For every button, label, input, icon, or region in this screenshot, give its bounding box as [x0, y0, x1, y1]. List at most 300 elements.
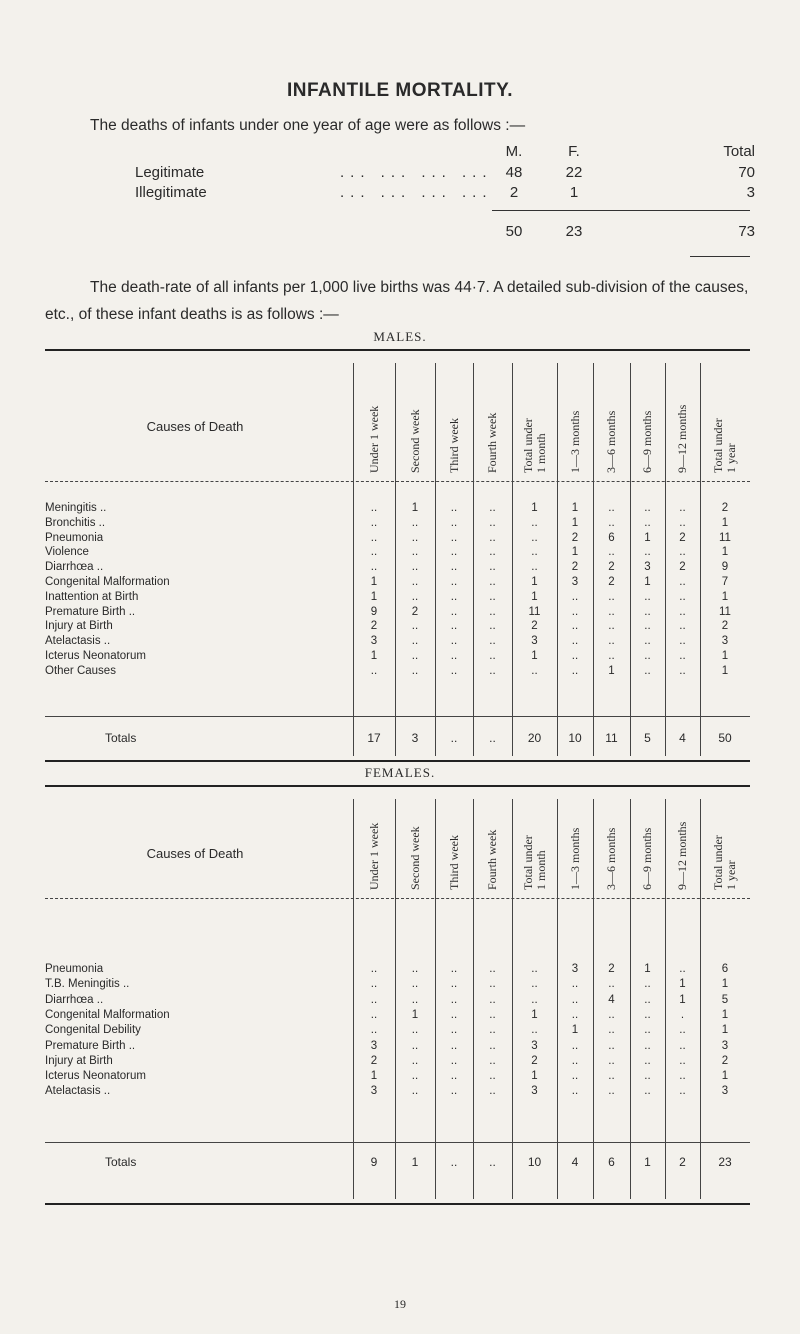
summary-row-legitimate: [135, 164, 755, 184]
column-header: Total under 1 year: [711, 835, 738, 890]
table-cell: ..: [450, 978, 458, 991]
table-cell: ..: [450, 576, 458, 588]
table-cell: 2: [721, 1054, 729, 1067]
table-cell: 1: [721, 1024, 729, 1037]
table-cell: ..: [489, 546, 496, 559]
summary-header-f: F.: [568, 143, 580, 160]
table-cell: ..: [679, 1054, 686, 1067]
table-cell: ..: [571, 993, 579, 1006]
table-cell: ..: [644, 650, 651, 662]
table-bottom-rule: [45, 760, 750, 762]
table-cell: 1: [721, 650, 729, 662]
table-cell: ..: [608, 605, 615, 618]
table-cell: ..: [679, 516, 686, 529]
table-cell: ..: [644, 1024, 651, 1037]
column-header: Total under 1 month: [520, 418, 548, 473]
table-cell: ..: [489, 605, 496, 618]
table-cell: ..: [644, 605, 651, 618]
table-cell: ..: [370, 664, 378, 677]
summary-header: [135, 143, 755, 163]
cause-label: Bronchitis ..: [45, 516, 106, 529]
column-header: 6—9 months: [640, 827, 654, 890]
table-cell: ..: [450, 1024, 458, 1037]
table-cell: ..: [571, 635, 579, 648]
table-cell: ..: [411, 1070, 419, 1083]
table-cell: 1: [531, 1070, 538, 1083]
column-header: Under 1 week: [366, 405, 381, 473]
totals-cell: 1: [411, 1155, 419, 1169]
cause-label: Injury at Birth: [45, 1054, 113, 1067]
table-cell: ..: [450, 1054, 458, 1067]
table-cell: ..: [571, 650, 579, 662]
table-row: [45, 502, 750, 516]
table-cell: 7: [721, 576, 729, 588]
table-cell: 3: [721, 1039, 729, 1052]
table-cell: 1: [531, 576, 538, 588]
table-cell: ..: [411, 531, 419, 544]
table-cell: ..: [644, 635, 651, 648]
table-cell: 2: [571, 561, 579, 574]
column-header: 3—6 months: [604, 410, 618, 473]
table-cell: ..: [450, 963, 458, 975]
table-cell: ..: [411, 546, 419, 559]
table-cell: ..: [450, 531, 458, 544]
totals-cell: 3: [411, 731, 419, 745]
table-cell: 1: [644, 576, 651, 588]
summary-total-f: 23: [565, 223, 583, 240]
table-cell: 2: [370, 1054, 378, 1067]
table-cell: 1: [370, 650, 378, 662]
intro-text: The deaths of infants under one year of age were as follows :—: [90, 117, 526, 134]
table-cell: 1: [721, 664, 729, 677]
table-cell: ..: [489, 993, 496, 1006]
summary-m: 48: [505, 164, 523, 181]
table-row: [45, 1009, 750, 1023]
table-row: [45, 635, 750, 649]
cause-label: Pneumonia: [45, 531, 104, 544]
summary-f: 1: [569, 184, 579, 201]
table-row: [45, 994, 750, 1008]
table-cell: 2: [721, 502, 729, 514]
table-cell: 3: [370, 1039, 378, 1052]
summary-f: 22: [565, 164, 583, 181]
table-cell: 3: [721, 635, 729, 648]
table-cell: ..: [644, 620, 651, 633]
table-cell: ..: [450, 664, 458, 677]
table-cell: ..: [450, 502, 458, 514]
table-cell: ..: [679, 590, 686, 603]
table-row: [45, 546, 750, 560]
table-cell: 1: [531, 590, 538, 603]
table-cell: ..: [531, 531, 538, 544]
table-cell: ..: [450, 546, 458, 559]
totals-cell: ..: [450, 731, 458, 745]
table-cell: 2: [411, 605, 419, 618]
table-cell: 1: [644, 531, 651, 544]
table-cell: ..: [489, 576, 496, 588]
table-cell: 3: [370, 635, 378, 648]
table-row: [45, 1024, 750, 1038]
column-header: Total under 1 month: [520, 835, 548, 890]
table-bottom-rule: [45, 1203, 750, 1205]
table-cell: ..: [644, 502, 651, 514]
cause-label: Diarrhœa ..: [45, 993, 104, 1006]
table-cell: ..: [450, 1039, 458, 1052]
cause-label: Icterus Neonatorum: [45, 1070, 146, 1083]
summary-dots: ... ... ... ...: [340, 164, 493, 181]
table-row: [45, 963, 750, 977]
table-cell: ..: [608, 978, 615, 991]
table-cell: 9: [370, 605, 378, 618]
table-cell: ..: [571, 1054, 579, 1067]
table-cell: ..: [679, 502, 686, 514]
table-cell: ..: [450, 620, 458, 633]
table-cell: ..: [370, 502, 378, 514]
table-cell: ..: [608, 1008, 615, 1021]
totals-row: [45, 1155, 750, 1169]
header-separator: [45, 898, 750, 899]
table-cell: ..: [679, 605, 686, 618]
cause-label: Meningitis ..: [45, 502, 107, 514]
cause-label: Inattention at Birth: [45, 590, 139, 603]
table-cell: ..: [644, 516, 651, 529]
table-cell: ..: [411, 1054, 419, 1067]
table-cell: ..: [531, 516, 538, 529]
table-cell: ..: [370, 531, 378, 544]
table-cell: 11: [719, 531, 731, 544]
cause-label: Icterus Neonatorum: [45, 650, 146, 662]
table-cell: 2: [531, 1054, 538, 1067]
table-cell: ..: [411, 1024, 419, 1037]
table-cell: ..: [489, 531, 496, 544]
table-cell: 1: [571, 502, 579, 514]
table-cell: ..: [679, 1024, 686, 1037]
column-header: 9—12 months: [675, 404, 689, 473]
totals-cell: 4: [571, 1155, 579, 1169]
table-cell: ..: [370, 993, 378, 1006]
table-cell: ..: [489, 1024, 496, 1037]
table-cell: ..: [608, 650, 615, 662]
table-top-rule: [45, 785, 750, 787]
summary-label: Illegitimate: [135, 184, 207, 201]
table-row: [45, 606, 750, 620]
table-cell: ..: [489, 963, 496, 975]
table-cell: 11: [528, 605, 541, 618]
table-cell: 1: [608, 664, 615, 677]
totals-cell: 5: [644, 731, 651, 745]
table-cell: ..: [571, 1008, 579, 1021]
column-header: 6—9 months: [640, 410, 654, 473]
table-cell: ..: [571, 664, 579, 677]
table-cell: ..: [531, 546, 538, 559]
table-cell: ..: [531, 963, 538, 975]
table-cell: 2: [679, 561, 686, 574]
table-cell: ..: [644, 590, 651, 603]
table-cell: ..: [679, 620, 686, 633]
table-cell: ..: [411, 590, 419, 603]
table-cell: 1: [370, 576, 378, 588]
table-cell: 2: [571, 531, 579, 544]
table-cell: 1: [721, 1070, 729, 1083]
table-cell: ..: [571, 1085, 579, 1098]
table-cell: ..: [608, 516, 615, 529]
cause-label: Injury at Birth: [45, 620, 113, 633]
table-cell: ..: [370, 963, 378, 975]
column-header: 1—3 months: [567, 827, 582, 890]
table-cell: ..: [679, 546, 686, 559]
table-row: [45, 1070, 750, 1084]
table-cell: 1: [571, 546, 579, 559]
totals-label: Totals: [105, 1155, 137, 1169]
table-cell: ..: [489, 502, 496, 514]
table-row: [45, 978, 750, 992]
table-cell: ..: [679, 664, 686, 677]
totals-cell: ..: [489, 731, 496, 745]
table-cell: ..: [571, 1070, 579, 1083]
totals-label: Totals: [105, 731, 137, 745]
table-cell: ..: [644, 993, 651, 1006]
table-row: [45, 665, 750, 679]
table-row: [45, 532, 750, 546]
totals-separator: [45, 716, 750, 717]
totals-cell: ..: [489, 1155, 496, 1169]
table-cell: ..: [644, 1039, 651, 1052]
table-cell: 3: [531, 1039, 538, 1052]
table-cell: ..: [450, 605, 458, 618]
table-cell: ..: [644, 1054, 651, 1067]
table-row: [45, 517, 750, 531]
table-cell: 2: [679, 531, 686, 544]
table-cell: ..: [370, 1024, 378, 1037]
table-cell: 3: [531, 635, 538, 648]
column-header: Fourth week: [485, 412, 499, 473]
summary-header-m: M.: [505, 143, 523, 160]
summary-header-total: Total: [723, 143, 755, 160]
table-cell: ..: [608, 1039, 615, 1052]
header-separator: [45, 481, 750, 482]
table-cell: ..: [370, 516, 378, 529]
column-header: Fourth week: [485, 829, 499, 890]
table-cell: ..: [679, 635, 686, 648]
table-cell: 3: [571, 576, 579, 588]
cause-label: Other Causes: [45, 664, 116, 677]
summary-rule: [492, 210, 750, 211]
table-cell: ..: [411, 664, 419, 677]
table-cell: ..: [531, 664, 538, 677]
table-cell: 1: [370, 1070, 378, 1083]
table-cell: ..: [571, 620, 579, 633]
table-cell: ..: [489, 650, 496, 662]
table-cell: ..: [489, 590, 496, 603]
table-cell: ..: [608, 1085, 615, 1098]
table-cell: ..: [489, 664, 496, 677]
table-cell: ..: [411, 978, 419, 991]
column-header: 3—6 months: [604, 827, 618, 890]
totals-cell: 2: [679, 1155, 686, 1169]
table-cell: 2: [721, 620, 729, 633]
summary-total-m: 50: [505, 223, 523, 240]
summary-total: 70: [738, 164, 755, 181]
females-table: [45, 785, 750, 1205]
table-cell: ..: [489, 1085, 496, 1098]
table-cell: ..: [411, 561, 419, 574]
table-cell: ..: [644, 1008, 651, 1021]
table-cell: ..: [411, 1085, 419, 1098]
table-cell: ..: [489, 1008, 496, 1021]
table-cell: 11: [719, 605, 731, 618]
table-cell: 1: [644, 963, 651, 975]
table-cell: ..: [608, 635, 615, 648]
cause-of-death-header: Causes of Death: [146, 419, 244, 434]
table-cell: 1: [571, 1024, 579, 1037]
table-row: [45, 650, 750, 664]
cause-label: Atelactasis ..: [45, 1085, 111, 1098]
table-cell: 5: [721, 993, 729, 1006]
cause-label: Premature Birth ..: [45, 1039, 136, 1052]
table-cell: ..: [679, 1039, 686, 1052]
table-cell: 1: [679, 993, 686, 1006]
totals-cell: ..: [450, 1155, 458, 1169]
table-cell: 2: [608, 576, 615, 588]
table-cell: ..: [679, 650, 686, 662]
cause-label: Diarrhœa ..: [45, 561, 104, 574]
table-cell: 1: [721, 516, 729, 529]
totals-cell: 23: [718, 1155, 732, 1169]
table-cell: 1: [721, 590, 729, 603]
males-table: [45, 349, 750, 762]
cause-label: Pneumonia: [45, 963, 104, 975]
totals-cell: 50: [718, 731, 732, 745]
table-cell: ..: [531, 993, 538, 1006]
table-row: [45, 1085, 750, 1099]
table-cell: 1: [571, 516, 579, 529]
totals-cell: 6: [608, 1155, 615, 1169]
table-cell: 9: [721, 561, 729, 574]
table-cell: ..: [411, 650, 419, 662]
intro-detail-text: The death-rate of all infants per 1,000 live births was 44·7. A detailed sub-division of the causes, etc., of these infant deaths is as follows :—: [45, 279, 749, 323]
table-cell: 6: [721, 963, 729, 975]
table-cell: ..: [411, 516, 419, 529]
table-cell: 1: [721, 546, 729, 559]
table-cell: ..: [608, 502, 615, 514]
column-header: Third week: [446, 418, 461, 473]
table-cell: ..: [489, 516, 496, 529]
table-cell: ..: [489, 561, 496, 574]
column-header: Second week: [407, 826, 422, 890]
table-cell: 2: [531, 620, 538, 633]
cause-label: Violence: [45, 546, 89, 559]
table-cell: ..: [571, 978, 579, 991]
table-cell: ..: [370, 561, 378, 574]
table-cell: ..: [489, 1054, 496, 1067]
totals-cell: 9: [370, 1155, 378, 1169]
table-cell: 6: [608, 531, 615, 544]
table-cell: ..: [370, 978, 378, 991]
table-cell: ..: [450, 1070, 458, 1083]
table-cell: ..: [608, 620, 615, 633]
table-cell: ..: [571, 1039, 579, 1052]
table-cell: ..: [608, 1024, 615, 1037]
table-cell: 2: [608, 963, 615, 975]
cause-label: T.B. Meningitis ..: [45, 978, 130, 991]
table-cell: 3: [571, 963, 579, 975]
table-cell: ..: [450, 635, 458, 648]
table-cell: 1: [531, 1008, 538, 1021]
summary-totals: [135, 223, 755, 243]
table-row: [45, 591, 750, 605]
table-cell: ..: [608, 1070, 615, 1083]
table-cell: ..: [679, 1070, 686, 1083]
column-header: 9—12 months: [675, 821, 689, 890]
table-cell: ..: [489, 1039, 496, 1052]
table-cell: 1: [679, 978, 686, 991]
table-top-rule: [45, 349, 750, 351]
table-row: [45, 1040, 750, 1054]
females-title: FEMALES.: [364, 765, 436, 780]
table-cell: ..: [489, 635, 496, 648]
cause-label: Congenital Malformation: [45, 1008, 170, 1021]
table-cell: 1: [411, 502, 419, 514]
table-cell: ..: [370, 1008, 378, 1021]
table-cell: 2: [370, 620, 378, 633]
table-cell: ..: [644, 546, 651, 559]
totals-cell: 10: [527, 1155, 542, 1169]
table-cell: ..: [450, 1085, 458, 1098]
totals-cell: 10: [568, 731, 582, 745]
table-cell: ..: [411, 576, 419, 588]
table-cell: ..: [489, 1070, 496, 1083]
table-cell: ..: [571, 590, 579, 603]
summary-total-total: 73: [738, 223, 755, 240]
males-title: MALES.: [373, 329, 427, 344]
table-cell: 1: [721, 978, 729, 991]
table-cell: ..: [608, 590, 615, 603]
table-cell: ..: [679, 963, 686, 975]
table-cell: ..: [489, 978, 496, 991]
summary-bottom-rule: [690, 256, 750, 257]
table-cell: ..: [644, 1085, 651, 1098]
summary-row-illegitimate: [135, 184, 755, 204]
table-cell: ..: [644, 664, 651, 677]
table-cell: 3: [370, 1085, 378, 1098]
table-cell: ..: [450, 1008, 458, 1021]
table-cell: ..: [571, 605, 579, 618]
table-cell: ..: [411, 1039, 419, 1052]
table-cell: ..: [644, 978, 651, 991]
table-cell: ..: [608, 1054, 615, 1067]
table-cell: 1: [411, 1008, 419, 1021]
page-number: 19: [394, 1297, 406, 1311]
table-cell: ..: [679, 1085, 686, 1098]
table-cell: ..: [608, 546, 615, 559]
table-cell: ..: [411, 635, 419, 648]
cause-label: Atelactasis ..: [45, 635, 111, 648]
cause-label: Congenital Malformation: [45, 576, 170, 588]
table-cell: 1: [721, 1008, 729, 1021]
table-cell: ..: [531, 978, 538, 991]
column-header: Third week: [446, 835, 461, 890]
totals-cell: 11: [605, 731, 618, 745]
table-cell: 3: [531, 1085, 538, 1098]
table-cell: ..: [450, 590, 458, 603]
cause-of-death-header: Causes of Death: [146, 845, 244, 861]
totals-cell: 17: [367, 731, 381, 745]
column-header: Second week: [407, 409, 422, 473]
totals-cell: 1: [644, 1155, 651, 1169]
page-title: INFANTILE MORTALITY.: [286, 80, 514, 101]
table-cell: ..: [644, 1070, 651, 1083]
table-row: [45, 1055, 750, 1069]
